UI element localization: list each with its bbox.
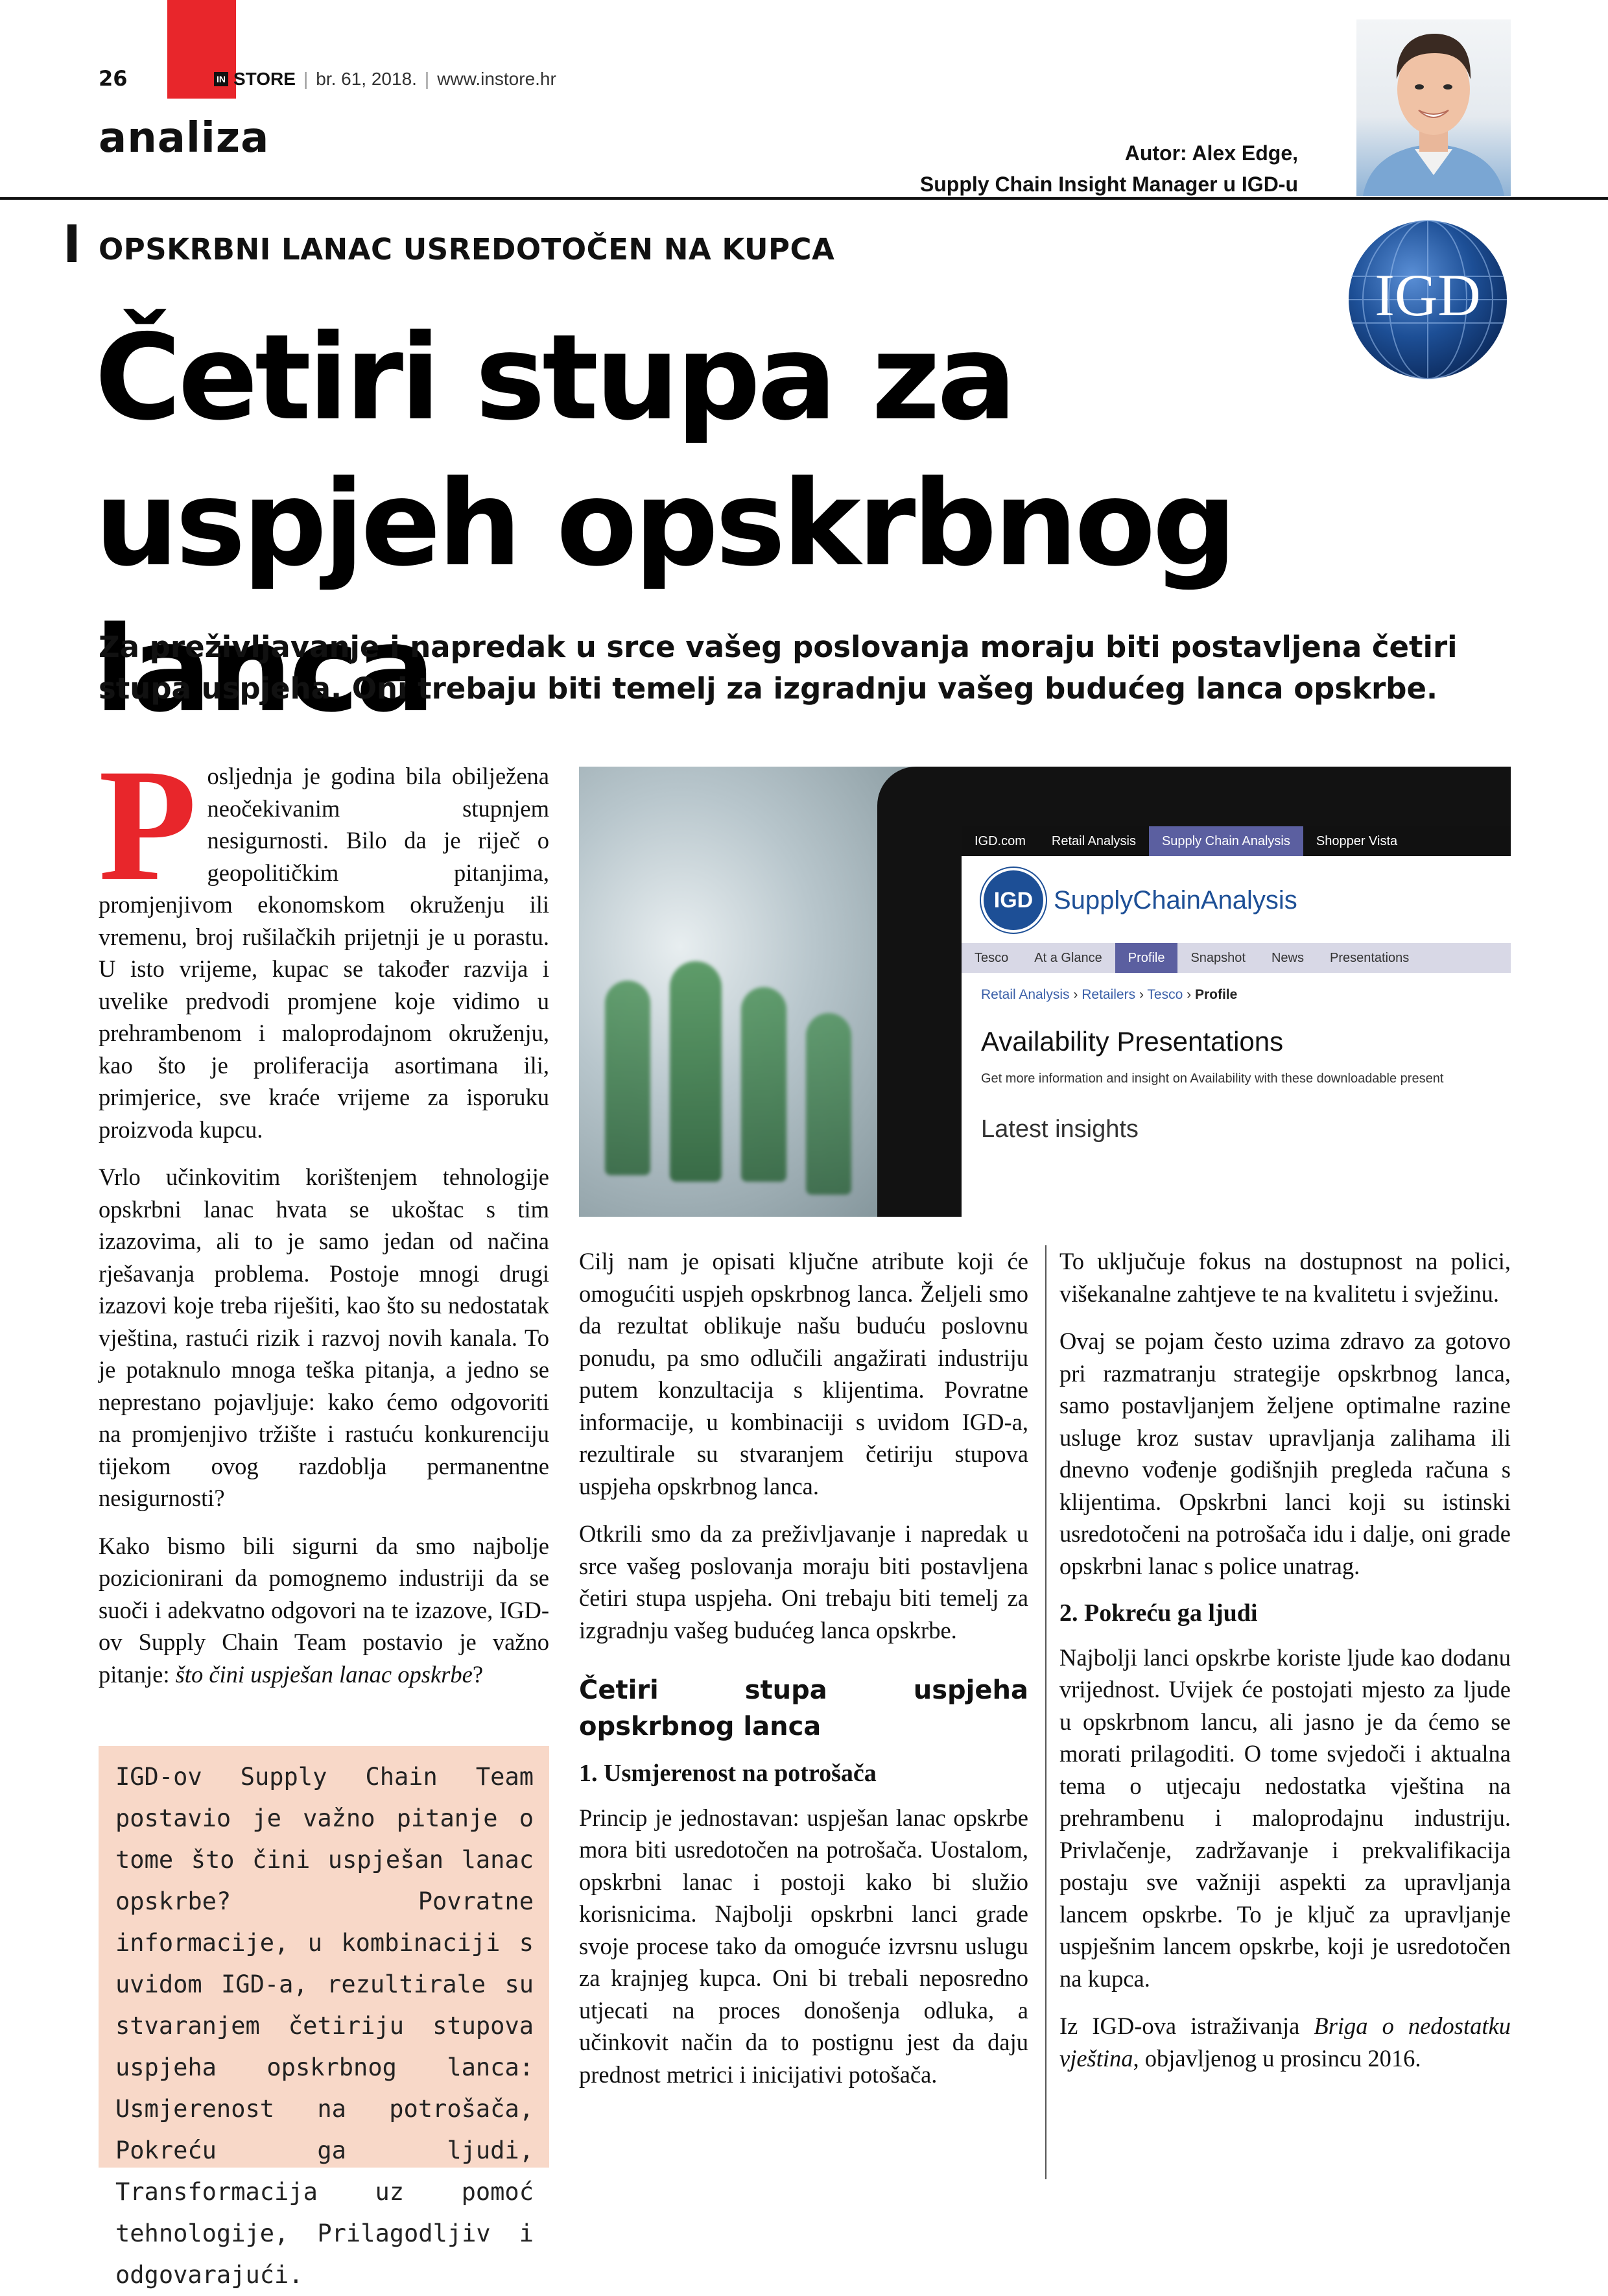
- screen-subtext: Get more information and insight on Availability with these downloadable present: [981, 1071, 1444, 1086]
- sub-nav-item[interactable]: Presentations: [1330, 950, 1410, 965]
- bottle: [741, 987, 786, 1182]
- chevron-right-icon: ›: [1139, 987, 1148, 1002]
- numbered-heading: 1. Usmjerenost na potrošača: [579, 1760, 877, 1787]
- author-photo: [1356, 19, 1511, 196]
- sub-nav-item-active[interactable]: Profile: [1115, 943, 1178, 973]
- sub-nav-item[interactable]: Snapshot: [1190, 950, 1246, 965]
- separator: |: [424, 69, 430, 89]
- website-link[interactable]: www.instore.hr: [437, 69, 556, 89]
- paragraph: To uključuje fokus na dostupnost na polici, višekanalne zahtjeve te na kvalitetu i svježinu.: [1059, 1248, 1511, 1307]
- numbered-heading: 2. Pokreću ga ljudi: [1059, 1599, 1258, 1627]
- top-nav-item[interactable]: Retail Analysis: [1051, 833, 1136, 848]
- breadcrumb: [981, 987, 1237, 1003]
- chevron-right-icon: ›: [1187, 987, 1195, 1002]
- bottle: [806, 1013, 851, 1195]
- paragraph: Otkrili smo da za preživljavanje i napredak u srce vašeg poslovanja moraju biti postavljena četiri stupa uspjeha. Oni trebaju biti temelj za izgradnju vašeg budućeg lanca opskrbe.: [579, 1520, 1028, 1644]
- breadcrumb-link[interactable]: Tesco: [1147, 987, 1183, 1002]
- author-name: Autor: Alex Edge,: [1124, 141, 1298, 165]
- paragraph-text: Kako bismo bili sigurni da smo najbolje pozicionirani da pomognemo industriji da se suoči i adekvatno odgovori na te izazove, IGD-ov Supply Chain Team postavio je važno pitanje:: [99, 1532, 549, 1688]
- article-lede: Za preživljavanje i napredak u srce vašeg poslovanja moraju biti postavljena četiri stupa uspjeha. Oni trebaju biti temelj za izgradnju vašeg budućeg lanca opskrbe.: [99, 630, 1458, 706]
- igd-badge: IGD: [981, 868, 1046, 933]
- separator: |: [303, 69, 309, 89]
- bottle: [605, 981, 650, 1175]
- article-photo: [579, 767, 1511, 1217]
- headline-line-1: Četiri stupa za: [95, 309, 1013, 446]
- paragraph-text: , objavljenog u prosincu 2016.: [1133, 2044, 1421, 2072]
- paragraph: [99, 1530, 549, 1691]
- screen-subheading: Latest insights: [981, 1116, 1139, 1143]
- headline-line-2: uspjeh opskrbnog lanca: [95, 455, 1234, 738]
- sub-nav-item[interactable]: News: [1271, 950, 1304, 965]
- igd-globe-logo: [1346, 218, 1509, 381]
- instore-logo-word: STORE: [233, 69, 296, 89]
- body-column-2: [579, 1245, 1028, 2106]
- top-nav-item[interactable]: Shopper Vista: [1316, 833, 1398, 848]
- page-number: 26: [99, 66, 128, 91]
- italic-phrase: što čini uspješan lanac opskrbe: [175, 1660, 473, 1688]
- issue-number: br. 61, 2018.: [316, 69, 417, 89]
- callout-box: IGD-ov Supply Chain Team postavio je važno pitanje o tome što čini uspješan lanac opskrbe? Povratne informacije, u kombinaciji s uvidom IGD-a, rezultirale su stvaranjem četiriju stupova uspjeha opskrbnog lanca: Usmjerenost na potrošača, Pokreću ga ljudi, Transformacija uz pomoć tehnologije, Prilagodljiv i odgovarajući.: [99, 1746, 549, 2168]
- screen-sub-nav: [962, 943, 1511, 973]
- header-rule: [0, 197, 1608, 200]
- chevron-right-icon: ›: [1073, 987, 1082, 1002]
- breadcrumb-current: Profile: [1194, 987, 1238, 1002]
- author-title: Supply Chain Insight Manager u IGD-u: [919, 173, 1298, 196]
- paragraph: Ovaj se pojam često uzima zdravo za gotovo pri razmatranju strategije opskrbnog lanca, samo postavljanjem željene optimalne razine usluge kroz sustav upravljanja zalihama ili dnevno vođenje godišnjih pregleda računa s klijentima. Opskrbni lanci koji su istinski usredotočeni na potrošača idu i dalje, oni grade opskrbni lanac s police unatrag.: [1059, 1328, 1511, 1579]
- author-byline: [920, 138, 1298, 200]
- screen-heading: Availability Presentations: [981, 1026, 1284, 1057]
- logo-text: SupplyChainAnalysis: [1054, 885, 1297, 915]
- paragraph: Vrlo učinkovitim korištenjem tehnologije opskrbni lanac hvata se ukoštac s tim izazovima, ali to je samo jedan od načina rješavanja problema. Postoje mnogi drugi izazovi koje treba riješiti, kao što su nedostatak vještina, rastući rizik i razvoj novih kanala. To je potaknulo mnoga teška pitanja, a jedno se neprestano pojavljuje: kako ćemo odgovoriti na promjenjivo tržište i rastuću konkurenciju tijekom ovog razdoblja permanentne nesigurnosti?: [99, 1164, 549, 1511]
- instore-logo-badge: IN: [214, 72, 228, 86]
- paragraph: Princip je jednostavan: uspješan lanac opskrbe mora biti usredotočen na potrošača. Uostalom, opskrbni lanac i postoji kako bi služio korisnicima. Najbolji opskrbni lanci grade svoje procese tako da omoguće izvrsnu uslugu za krajnjeg kupca. Oni bi trebali neposredno utjecati na proces donošenja odluka, a učinkovit način da to postignu jest da daju prednost metrici i inicijativi potošača.: [579, 1804, 1028, 2088]
- subheading: Četiri stupa uspjeha opskrbnog lanca: [579, 1675, 1028, 1741]
- paragraph-text: Iz IGD-ova istraživanja: [1059, 2013, 1314, 2039]
- body-column-1: [99, 735, 549, 1706]
- kicker-bar: [67, 224, 77, 262]
- supply-chain-analysis-logo: [981, 868, 1297, 933]
- italic-phrase: Briga o nedostatku vještina: [1059, 2013, 1511, 2072]
- column-divider: [1045, 1245, 1046, 2179]
- drop-cap: P: [99, 735, 197, 914]
- publication-line: [214, 69, 556, 90]
- paragraph: [99, 735, 549, 1145]
- section-label: analiza: [99, 114, 270, 162]
- screen-top-nav: [962, 826, 1511, 856]
- top-nav-item[interactable]: IGD.com: [975, 833, 1026, 848]
- paragraph: Najbolji lanci opskrbe koriste ljude kao dodanu vrijednost. Uvijek će postojati mjesto za ljude u opskrbnom lancu, ali jasno je da ćemo se morati prilagoditi. O tome svjedoči i aktualna tema o utjecaju nedostatka vještina na prehrambenu i maloprodajnu industriju. Privlačenje, zadržavanje i prekvalifikacija postaju sve važniji aspekti za upravljanja lancem opskrbe. To je ključ za upravljanje uspješnim lancem opskrbe, koji je usredotočen na kupca.: [1059, 1644, 1511, 1992]
- sub-nav-item[interactable]: At a Glance: [1034, 950, 1102, 965]
- top-nav-item-active[interactable]: Supply Chain Analysis: [1149, 826, 1303, 856]
- paragraph-text: ?: [472, 1660, 484, 1688]
- sub-nav-item[interactable]: Tesco: [975, 950, 1009, 965]
- article-kicker: OPSKRBNI LANAC USREDOTOČEN NA KUPCA: [99, 232, 835, 267]
- tablet-screen: [962, 826, 1511, 1217]
- breadcrumb-link[interactable]: Retail Analysis: [981, 987, 1070, 1002]
- paragraph: [1059, 2010, 1511, 2074]
- paragraph-text: osljednja je godina bila obilježena neočekivanim stupnjem nesigurnosti. Bilo da je riječ o geopolitičkim pitanjima, promjenjivom ekonomskom okruženju ili vremenu, broj rušilačkih prijetnji je u porastu. U isto vrijeme, kupac se također razvija i uvelike predvodi promjene koje vidimo u prehrambenom i maloprodajnom okruženju, kao što je proliferacija asortimana ili, primjerice, sve kraće vrijeme za isporuku proizvoda kupcu.: [99, 763, 549, 1143]
- body-column-3: [1059, 1245, 1511, 2090]
- breadcrumb-link[interactable]: Retailers: [1082, 987, 1136, 1002]
- paragraph: Cilj nam je opisati ključne atribute koji će omogućiti uspjeh opskrbnog lanca. Željeli smo da rezultat oblikuje našu buduću poslovnu ponudu, pa smo odlučili angažirati industriju putem konzultacija s klijentima. Povratne informacije, u kombinaciji s uvidom IGD-a, rezultirale su stvaranjem četiriju stupova uspjeha opskrbnog lanca.: [579, 1248, 1028, 1500]
- igd-logo-text: IGD: [1375, 262, 1481, 328]
- bottle: [670, 961, 722, 1182]
